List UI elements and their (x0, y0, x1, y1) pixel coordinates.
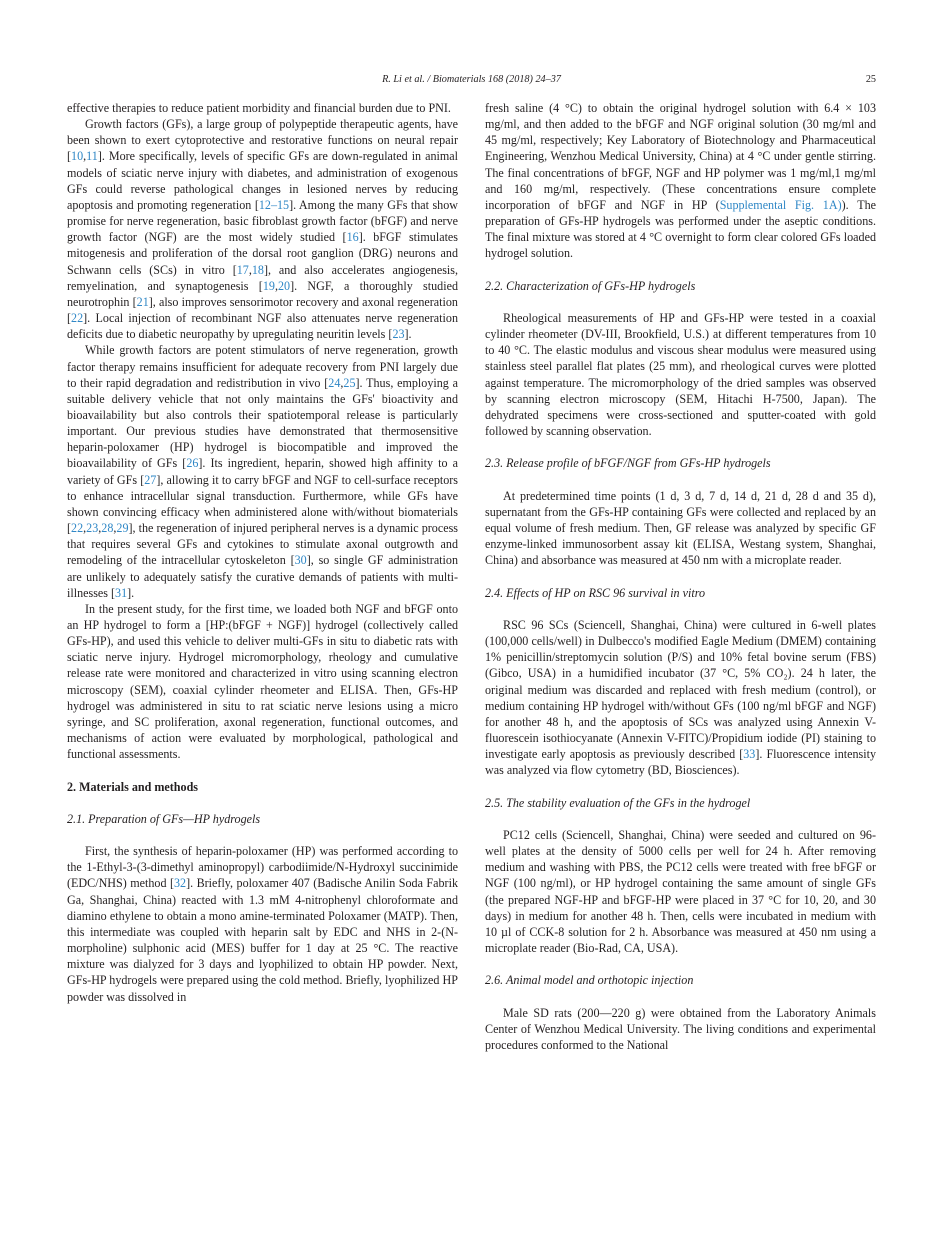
text-run: , (340, 375, 344, 390)
citation-link[interactable]: 32 (174, 876, 187, 891)
running-title: R. Li et al. / Biomaterials 168 (2018) 24–37 (382, 74, 561, 85)
citation-link[interactable]: 10 (71, 149, 84, 164)
paragraph: In the present study, for the first time, we loaded both NGF and bFGF onto an HP hydrogel to form a [HP:(bFGF + NGF)] hydrogel (collectively called GFs-HP), and used this vehicle to deliver multi-GFs in situ to diabetic rats with sciatic nerve injury. Hydrogel micromorphology, rheology and cumulative release rate were monitored and characterized in vitro using scanning electron microscopy (SEM), coaxial cylinder rheometer and ELISA. Then, GFs-HP hydrogel was administered in situ to rat sciatic nerve lesions using a micro syringe, and SC proliferation, axonal regeneration, functional outcomes, and mechanisms of action were evaluated by morphological, pathological and functional assessments. (67, 601, 458, 762)
citation-link[interactable]: 20 (277, 278, 291, 293)
citation-link[interactable]: 17 (236, 262, 249, 277)
subsection-heading: 2.6. Animal model and orthotopic injection (485, 973, 694, 988)
text-run: First, the synthesis of heparin-poloxamer (HP) was performed according to the 1-Ethyl-3-(3-dimethyl aminopropyl) carbodiimide/N-Hydroxyl succinimide (EDC/NHS) method [ (67, 844, 458, 891)
text-run: Growth factors (GFs), a large group of polypeptide therapeutic agents, have been shown to exert cytoprotective and restorative functions on neural repair [ (67, 117, 458, 164)
running-header (67, 74, 876, 90)
text-run: ]. (127, 585, 135, 600)
paragraph: Male SD rats (200—220 g) were obtained from the Laboratory Animals Center of Wenzhou Medical University. The living conditions and experimental procedures conformed to the National (485, 1005, 876, 1052)
paragraph (67, 342, 458, 601)
citation-link[interactable]: 21 (136, 294, 149, 309)
paragraph (67, 116, 458, 342)
citation-link[interactable]: 16 (346, 230, 359, 245)
text-run: ]. NGF, a thoroughly studied neurotrophin [ (67, 278, 458, 309)
subsection-heading: 2.3. Release profile of bFGF/NGF from GFs-HP hydrogels (485, 456, 771, 471)
text-run: ], allowing it to carry bFGF and NGF to cell-surface receptors to enhance intracellular signal transduction. Furthermore, while GFs have shown convincing efficacy when administered alone with/without biomaterials [ (67, 472, 459, 536)
paragraph (485, 100, 876, 262)
text-run: ]. (404, 327, 412, 342)
paragraph (485, 617, 876, 779)
text-run: ]. More specifically, levels of specific GFs are down-regulated in animal models of sciatic nerve injury with diabetes, and administration of exogenous GFs could reverse pathological changes in lesioned nerves by reducing apoptosis and promoting regeneration [ (67, 149, 458, 212)
page-number: 25 (865, 74, 876, 85)
citation-link[interactable]: 12–15 (258, 197, 290, 212)
citation-link[interactable]: 22 (71, 311, 84, 326)
text-run: ]. Its ingredient, heparin, showed high affinity to a variety of GFs [ (67, 456, 458, 487)
text-run: , (248, 262, 252, 277)
subsection-heading: 2.4. Effects of HP on RSC 96 survival in vitro (485, 585, 706, 600)
citation-link[interactable]: 23 (86, 521, 99, 536)
text-run: ], and also accelerates angiogenesis, remyelination, and synaptogenesis [ (67, 262, 458, 293)
text-run: ], also improves sensorimotor recovery and axonal regeneration [ (67, 294, 458, 326)
section-heading: 2. Materials and methods (67, 779, 199, 794)
text-run: fresh saline (4 °C) to obtain the original hydrogel solution with 6.4 × 103 mg/ml, and then added to the bFGF and NGF original solution (30 mg/ml and 45 mg/ml, respectively; Key Laboratory of Biotechnology and Pharmaceutical Engineering, Wenzhou Medical University, China) at 4 °C under gentle stirring. The final concentrations of bFGF, NGF and HP polymer was 1 mg/ml,1 mg/ml and 160 mg/ml, respectively. (These concentrations ensure complete incorporation of bFGF and NGF in HP ( (485, 101, 876, 212)
subsection-heading: 2.5. The stability evaluation of the GFs in the hydrogel (485, 795, 751, 810)
text-run: ]. Briefly, poloxamer 407 (Badische Anilin Soda Fabrik Ga, Shanghai, China) reacted with 1.3 mM 4-nitrophenyl chloroformate and diamino ethylene to obtain a mono amine-terminated Poloxamer (MATP). Then, this intermediate was coupled with heparin salt by EDC and NHS in 2-(N- morpholine) sulphonic acid (MES) buffer for 1 day at 25 °C. The reactive mixture was dialyzed for 3 days and lyophilized to obtain HP powder. Next, GFs-HP hydrogels were prepared using the cold method. Briefly, lyophilized HP powder was dissolved in (67, 876, 458, 1004)
text-run: , (113, 521, 117, 536)
subsection-heading: 2.2. Characterization of GFs-HP hydrogels (485, 278, 696, 293)
citation-link[interactable]: 11 (86, 149, 98, 164)
citation-link[interactable]: 29 (116, 521, 129, 536)
citation-link[interactable]: 24 (328, 375, 341, 390)
text-run: , (83, 149, 87, 164)
paragraph: Rheological measurements of HP and GFs-HP were tested in a coaxial cylinder rheometer (DV-III, Brookfield, U.S.) at different temperatures from 10 to 40 °C. The elastic modulus and viscous shear modulus were measured using stainless steel parallel flat plates (25 mm), and rheological curves were plotted against temperature. The micromorphology of the dried samples was observed by scanning electron microscopy (SEM, Hitachi H-7500, Japan). The dehydrated specimens were cross-sectioned and sputter-coated with gold followed by scanning observation. (485, 311, 876, 439)
citation-link[interactable]: 22 (71, 521, 84, 536)
text-run: , (98, 521, 102, 536)
paragraph: effective therapies to reduce patient morbidity and financial burden due to PNI. (67, 101, 451, 115)
citation-link[interactable]: 31 (115, 585, 128, 600)
text-run: ]. Among the many GFs that show promise for nerve regeneration, basic fibroblast growth factor (bFGF) and nerve growth factor (NGF) are the most widely studied [ (67, 197, 458, 245)
text-run: ]. Local injection of recombinant NGF also attenuates nerve regeneration deficits due to diabetic neuropathy by upregulating neuritin levels [ (67, 311, 458, 342)
text-run: ], so single GF administration are unlikely to adequately satisfy the curative demands of patients with multi-illnesses [ (67, 553, 458, 600)
citation-link[interactable]: 19 (262, 278, 275, 293)
text-run: ]. Thus, employing a suitable delivery vehicle that not only maintains the GFs' bioactivity and bioavailability but also controls their spatiotemporal release is particularly important. Our previous studies have demonstrated that thermosensitive heparin-poloxamer (HP) hydrogel is biocompatible and improved the bioavailability of GFs [ (67, 375, 458, 471)
text-run: ]. bFGF stimulates mitogenesis and proliferation of the dorsal root ganglion (DRG) neurons and Schwann cells (SCs) in vitro [ (67, 230, 458, 277)
text-run: ). The preparation of GFs-HP hydrogels was performed under the aseptic conditions. The final mixture was stored at 4 °C overnight to form clear colored GFs loaded hydrogel solution. (485, 197, 876, 261)
text-run: ], the regeneration of injured peripheral nerves is a dynamic process that requires several GFs and cytokines to stimulate axonal outgrowth and remodeling of the intracellular cytoskeleton [ (67, 521, 458, 568)
citation-link[interactable]: 25 (343, 375, 356, 390)
text-run: , (274, 278, 278, 293)
left-column (67, 100, 458, 1005)
subsection-heading: 2.1. Preparation of GFs—HP hydrogels (67, 811, 261, 826)
citation-link[interactable]: 27 (144, 472, 157, 487)
citation-link[interactable]: 23 (392, 327, 405, 342)
citation-link[interactable]: Supplemental Fig. 1A) (719, 197, 842, 212)
citation-link[interactable]: 33 (743, 747, 756, 762)
citation-link[interactable]: 30 (294, 553, 307, 568)
right-column (485, 100, 876, 1053)
text-run: ]. Fluorescence intensity was analyzed via flow cytometry (BD, Biosciences). (485, 747, 876, 778)
citation-link[interactable]: 26 (186, 456, 199, 471)
paragraph: PC12 cells (Sciencell, Shanghai, China) were seeded and cultured on 96-well plates at the density of 5000 cells per well for 24 h. After removing medium and washing with PBS, the PC12 cells were treated with free bFGF or NGF (100 ng/ml), or HP hydrogel containing the same amount of single GFs (the prepared NGF-HP and bFGF-HP were placed in 37 °C for 10, 20, and 30 days) in medium for another 48 h. Then, cells were incubated in medium with 10 µl of CCK-8 solution for 2 h. Absorbance was measured at 450 nm using a microplate reader (Bio-Rad, CA, USA). (485, 827, 876, 955)
text-run: , (83, 521, 87, 536)
paragraph: At predetermined time points (1 d, 3 d, 7 d, 14 d, 21 d, 28 d and 35 d), supernatant from the GFs-HP containing GFs were collected and replaced by an equal volume of fresh medium. Then, GF release was analyzed by specific GF enzyme-linked immunosorbent assay kit (ELISA, Westang system, Shanghai, China) and absorbance was measured at 450 nm with a microplate reader. (485, 488, 876, 568)
text-run: RSC 96 SCs (Sciencell, Shanghai, China) were cultured in 6-well plates (100,000 cells/well) in Dulbecco's modified Eagle Medium (DMEM) containing 1% penicillin/streptomycin solution (P/S) and 10% fetal bovine serum (FBS) (Gibco, USA) in a humidified incubator (37 °C, 5% CO₂). 24 h later, the original medium was discarded and replaced with fresh medium (control), or medium containing HP hydrogel with/without GFs (100 ng/ml bFGF and NGF) for another 48 h, and the apoptosis of SCs was analyzed using Annexin V-fluorescein isothiocyanate (Annexin V-FITC)/Propidium iodide (PI) staining to investigate early apoptosis as previously described [ (485, 617, 876, 762)
citation-link[interactable]: 18 (251, 262, 264, 277)
citation-link[interactable]: 28 (101, 521, 114, 536)
paragraph (67, 843, 458, 1005)
text-run: While growth factors are potent stimulators of nerve regeneration, growth factor therapy remains insufficient for adequate recovery from PNI largely due to their rapid degradation and redistribution in vivo [ (67, 343, 458, 390)
